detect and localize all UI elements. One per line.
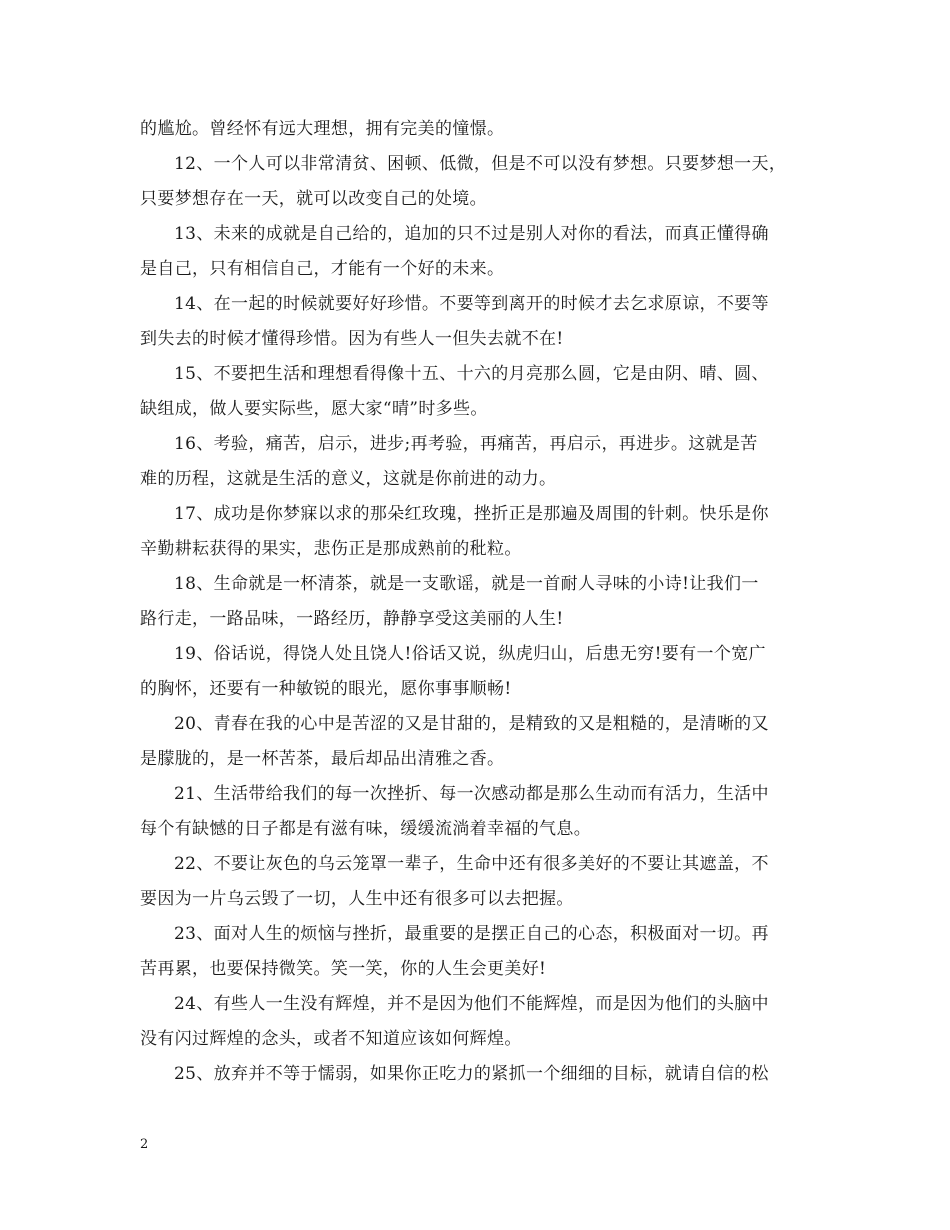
text-line: 的尴尬。曾经怀有远大理想，拥有完美的憧憬。 [140,119,505,139]
text-line: 15、不要把生活和理想看得像十五、十六的月亮那么圆，它是由阴、晴、圆、 [174,364,769,384]
text-line: 18、生命就是一杯清茶，就是一支歌谣，就是一首耐人寻味的小诗!让我们一 [174,574,759,594]
text-line: 要因为一片乌云毁了一切，人生中还有很多可以去把握。 [140,889,574,909]
text-line: 苦再累，也要保持微笑。笑一笑，你的人生会更美好! [140,959,547,979]
text-line: 是朦胧的，是一杯苦茶，最后却品出清雅之香。 [140,749,505,769]
text-line: 是自己，只有相信自己，才能有一个好的未来。 [140,259,505,279]
text-line: 辛勤耕耘获得的果实，悲伤正是那成熟前的秕粒。 [140,539,522,559]
text-line: 13、未来的成就是自己给的，追加的只不过是别人对你的看法，而真正懂得确 [174,224,769,244]
text-line: 19、俗话说，得饶人处且饶人!俗话又说，纵虎归山，后患无穷!要有一个宽广 [174,644,766,664]
text-line: 21、生活带给我们的每一次挫折、每一次感动都是那么生动而有活力，生活中 [174,784,769,804]
text-line: 难的历程，这就是生活的意义，这就是你前进的动力。 [140,469,557,489]
text-line: 到失去的时候才懂得珍惜。因为有些人一但失去就不在! [140,329,564,349]
text-line: 的胸怀，还要有一种敏锐的眼光，愿你事事顺畅! [140,679,512,699]
text-line: 20、青春在我的心中是苦涩的又是甘甜的，是精致的又是粗糙的，是清晰的又 [174,714,769,734]
text-line: 23、面对人生的烦恼与挫折，最重要的是摆正自己的心态，积极面对一切。再 [174,924,769,944]
document-body [140,112,812,1092]
text-line: 没有闪过辉煌的念头，或者不知道应该如何辉煌。 [140,1029,522,1049]
text-line: 只要梦想存在一天，就可以改变自己的处境。 [140,189,487,209]
text-line: 路行走，一路品味，一路经历，静静享受这美丽的人生! [140,609,564,629]
text-line: 缺组成，做人要实际些，愿大家“晴”时多些。 [140,399,488,419]
text-line: 24、有些人一生没有辉煌，并不是因为他们不能辉煌，而是因为他们的头脑中 [174,994,769,1014]
text-line: 25、放弃并不等于懦弱，如果你正吃力的紧抓一个细细的目标，就请自信的松 [174,1064,769,1084]
page-number: 2 [140,1137,149,1152]
text-line: 16、考验，痛苦，启示，进步;再考验，再痛苦，再启示，再进步。这就是苦 [174,434,758,454]
text-line: 14、在一起的时候就要好好珍惜。不要等到离开的时候才去乞求原谅，不要等 [174,294,769,314]
text-line: 12、一个人可以非常清贫、困顿、低微，但是不可以没有梦想。只要梦想一天， [174,154,787,174]
text-line: 每个有缺憾的日子都是有滋有味，缓缓流淌着幸福的气息。 [140,819,592,839]
text-line: 17、成功是你梦寐以求的那朵红玫瑰，挫折正是那遍及周围的针刺。快乐是你 [174,504,769,524]
text-line: 22、不要让灰色的乌云笼罩一辈子，生命中还有很多美好的不要让其遮盖，不 [174,854,769,874]
